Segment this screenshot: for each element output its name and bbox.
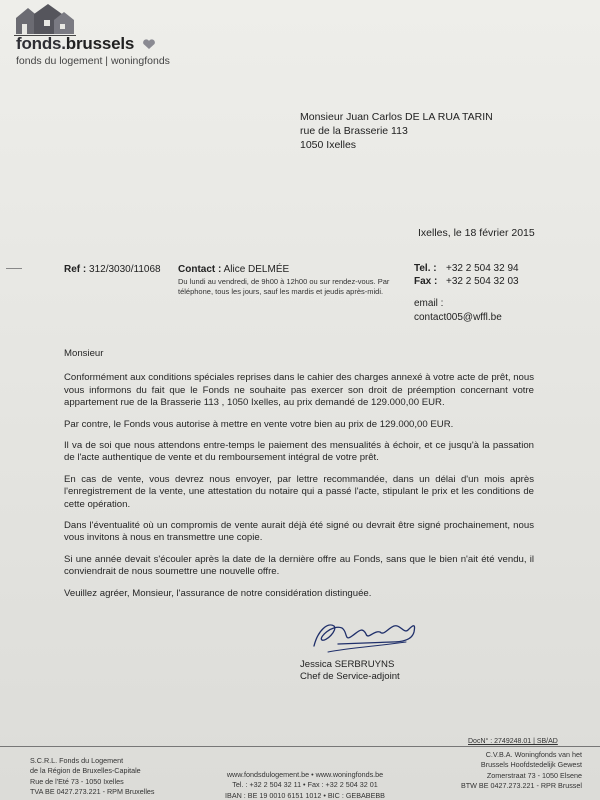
signer-name: Jessica SERBRUYNS <box>300 659 395 670</box>
brand-part-a: fonds. <box>16 34 66 53</box>
fax-line <box>414 275 519 288</box>
tel-line <box>414 262 519 275</box>
footer-right-1: C.V.B.A. Woningfonds van het <box>485 750 582 759</box>
phone-block <box>414 262 519 288</box>
recipient-address <box>300 110 493 152</box>
footer-mid-3: IBAN : BE 19 0010 6151 1012 • BIC : GEBABEBB <box>225 790 385 800</box>
paragraph-2: Par contre, le Fonds vous autorise à mettre en vente votre bien au prix de 129.000,00 EUR. <box>64 418 454 430</box>
footer-left-1: S.C.R.L. Fonds du Logement <box>30 756 124 765</box>
footer-right-2: Brussels Hoofdstedelijk Gewest <box>480 760 582 770</box>
footer-right-3: Zomerstraat 73 - 1050 Elsene <box>486 770 582 780</box>
handwritten-signature <box>308 612 418 658</box>
signer-block <box>300 659 400 683</box>
closing: Veuillez agréer, Monsieur, l'assurance de notre considération distinguée. <box>64 587 372 599</box>
footer-left-2: de la Région de Bruxelles-Capitale <box>30 766 141 776</box>
footer-divider <box>0 746 600 747</box>
fax-value: +32 2 504 32 03 <box>446 276 519 287</box>
heart-icon <box>142 39 156 50</box>
document-number: DocN° : 2749248.01 | SB/AD <box>468 738 558 745</box>
fax-label: Fax : <box>414 276 438 287</box>
footer-mid-2: Tel. : +32 2 504 32 11 • Fax : +32 2 504 32 01 <box>232 780 378 790</box>
email-value: contact005@wffl.be <box>414 312 502 323</box>
paragraph-6: Si une année devait s'écouler après la date de la dernière offre au Fonds, sans que le bien n'ait été vendu, il conviendrait de nous soumettre une nouvelle offre. <box>64 553 534 578</box>
footer-left <box>30 756 155 798</box>
footer-middle <box>205 770 405 800</box>
place-date: Ixelles, le 18 février 2015 <box>418 227 535 239</box>
ref-label: Ref : <box>64 264 87 275</box>
footer-right-4: BTW BE 0427.273.221 - RPR Brussel <box>460 781 582 791</box>
brand-subtitle: fonds du logement | woningfonds <box>16 55 170 67</box>
fold-mark <box>6 268 22 269</box>
paragraph-5: Dans l'éventualité où un compromis de vente aurait déjà été signé ou devrait être signé prochainement, nous vous invitons à nous en transmettre une copie. <box>64 520 534 544</box>
signer-title: Chef de Service-adjoint <box>300 671 400 682</box>
footer-left-3: Rue de l'Eté 73 - 1050 Ixelles <box>30 776 124 786</box>
footer-right <box>432 750 582 792</box>
paragraph-4: En cas de vente, vous devrez nous envoyer, par lettre recommandée, dans un délai d'un mois après l'enregistrement de la vente, une attestation du notaire qui a passé l'acte, stipulant le prix et les conditions de cette opération. <box>64 473 534 510</box>
reference <box>64 264 161 275</box>
contact-name: Alice DELMÉE <box>223 264 290 275</box>
ref-value: 312/3030/11068 <box>89 264 161 275</box>
salutation: Monsieur <box>64 348 104 359</box>
contact-label: Contact : <box>178 264 222 275</box>
paragraph-3: Il va de soi que nous attendons entre-temps le paiement des mensualités à échoir, et ce jusqu'à la passation de l'acte authentique de vente et du remboursement intégral de votre prêt. <box>64 440 534 464</box>
recipient-name: Monsieur Juan Carlos DE LA RUA TARIN <box>300 111 493 123</box>
letter-body <box>64 348 534 609</box>
email-label: email : <box>414 298 444 309</box>
contact <box>178 264 289 275</box>
recipient-city: 1050 Ixelles <box>300 139 357 151</box>
footer-mid-1: www.fondsdulogement.be • www.woningfonds.be <box>226 770 384 779</box>
footer-left-4: TVA BE 0427.273.221 - RPM Bruxelles <box>30 787 155 797</box>
brand-part-b: brussels <box>65 34 135 53</box>
recipient-street: rue de la Brasserie 113 <box>300 125 408 137</box>
paragraph-1: Conformément aux conditions spéciales reprises dans le cahier des charges annexé à votre acte de prêt, nous vous informons du fait que le Fonds ne souhaite pas exercer son droit de préemption concernant votre appartement rue de la Brasserie 113 , 1050 Ixelles, au prix demandé de 129.000,00 EUR. <box>64 372 534 409</box>
tel-label: Tel. : <box>414 263 437 274</box>
brand-logo <box>16 34 156 54</box>
contact-hours: Du lundi au vendredi, de 9h00 à 12h00 ou sur rendez-vous. Par téléphone, tous les jours, sauf les mardis et jeudis après-midi. <box>178 277 390 296</box>
house-logo-icon <box>14 2 76 36</box>
tel-value: +32 2 504 32 94 <box>446 263 519 274</box>
